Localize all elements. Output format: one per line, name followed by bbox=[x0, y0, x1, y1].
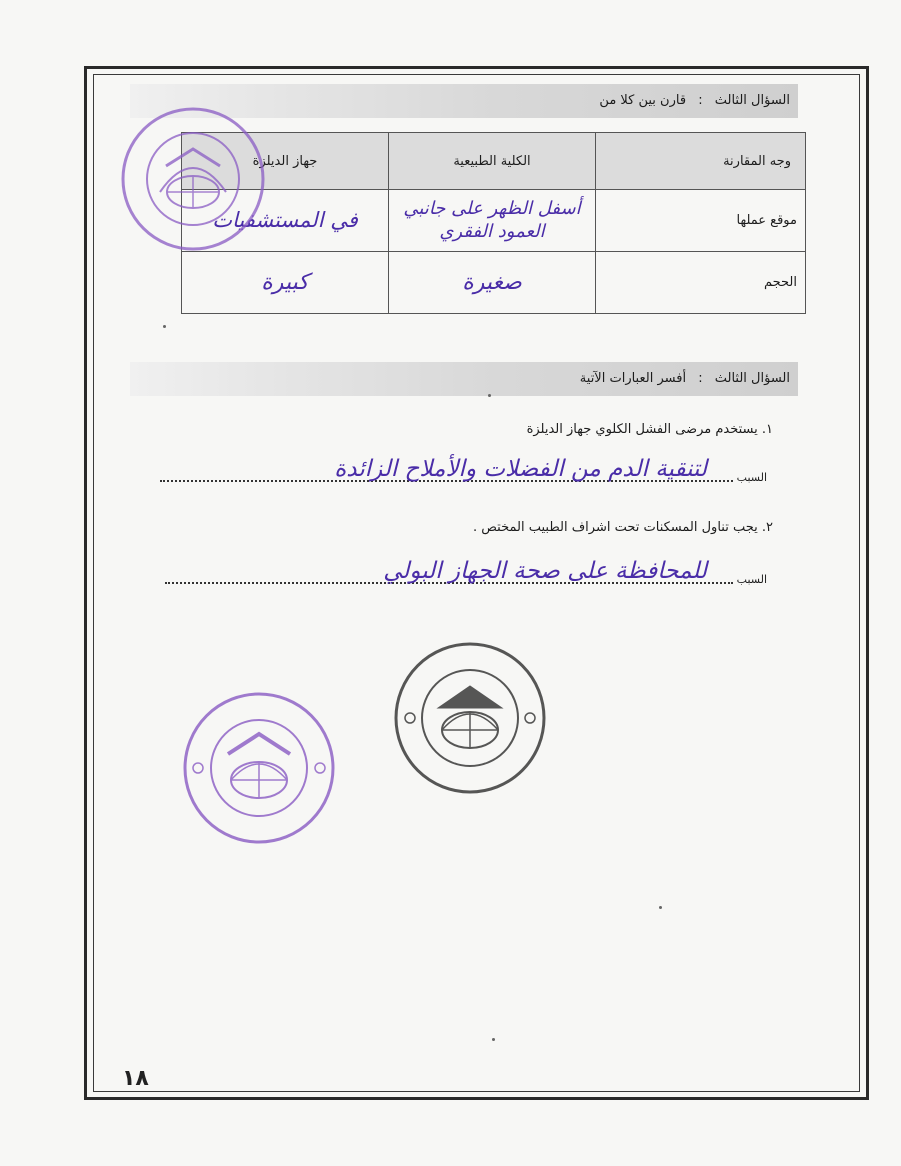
question-label: السؤال الثالث bbox=[714, 371, 790, 386]
page-number: ١٨ bbox=[122, 1066, 149, 1091]
handwritten-cell: كبيرة bbox=[182, 252, 389, 314]
stamp-logo-purple-top bbox=[108, 104, 278, 254]
statement-2: ٢. يجب تناول المسكنات تحت اشراف الطبيب المختص . bbox=[472, 520, 773, 535]
question-text: قارن بين كلا من bbox=[599, 93, 687, 108]
reason-label: السبب bbox=[736, 471, 767, 484]
stamp-logo-purple-bottom bbox=[176, 688, 342, 848]
reason-line-2 bbox=[165, 552, 767, 592]
reason-label: السبب bbox=[736, 573, 767, 586]
statement-1: ١. يستخدم مرضى الفشل الكلوي جهاز الديلزة bbox=[526, 422, 773, 437]
paper-speck bbox=[163, 325, 166, 328]
paper-speck bbox=[659, 906, 662, 909]
table-row bbox=[182, 252, 806, 314]
column-header: وجه المقارنة bbox=[596, 133, 806, 190]
handwritten-answer: للمحافظة على صحة الجهاز البولي bbox=[383, 558, 707, 585]
header-colon: : bbox=[698, 371, 703, 386]
explain-question-header bbox=[130, 362, 798, 396]
row-header: الحجم bbox=[596, 252, 806, 314]
question-label: السؤال الثالث bbox=[714, 93, 790, 108]
header-colon: : bbox=[698, 93, 703, 108]
handwritten-answer: لتنقية الدم من الفضلات والأملاح الزائدة bbox=[334, 456, 707, 483]
column-header: جهاز الديلزة bbox=[182, 133, 389, 190]
row-header: موقع عملها bbox=[596, 190, 806, 252]
paper-speck bbox=[488, 394, 491, 397]
column-header: الكلية الطبيعية bbox=[389, 133, 596, 190]
stamp-logo-dark bbox=[390, 638, 550, 798]
reason-line-1 bbox=[160, 450, 767, 490]
paper-speck bbox=[492, 1038, 495, 1041]
handwritten-cell: أسفل الظهر على جانبي العمود الفقري bbox=[389, 190, 596, 252]
handwritten-cell: في المستشفيات bbox=[182, 190, 389, 252]
question-text: أفسر العبارات الآتية bbox=[579, 371, 687, 386]
handwritten-cell: صغيرة bbox=[389, 252, 596, 314]
